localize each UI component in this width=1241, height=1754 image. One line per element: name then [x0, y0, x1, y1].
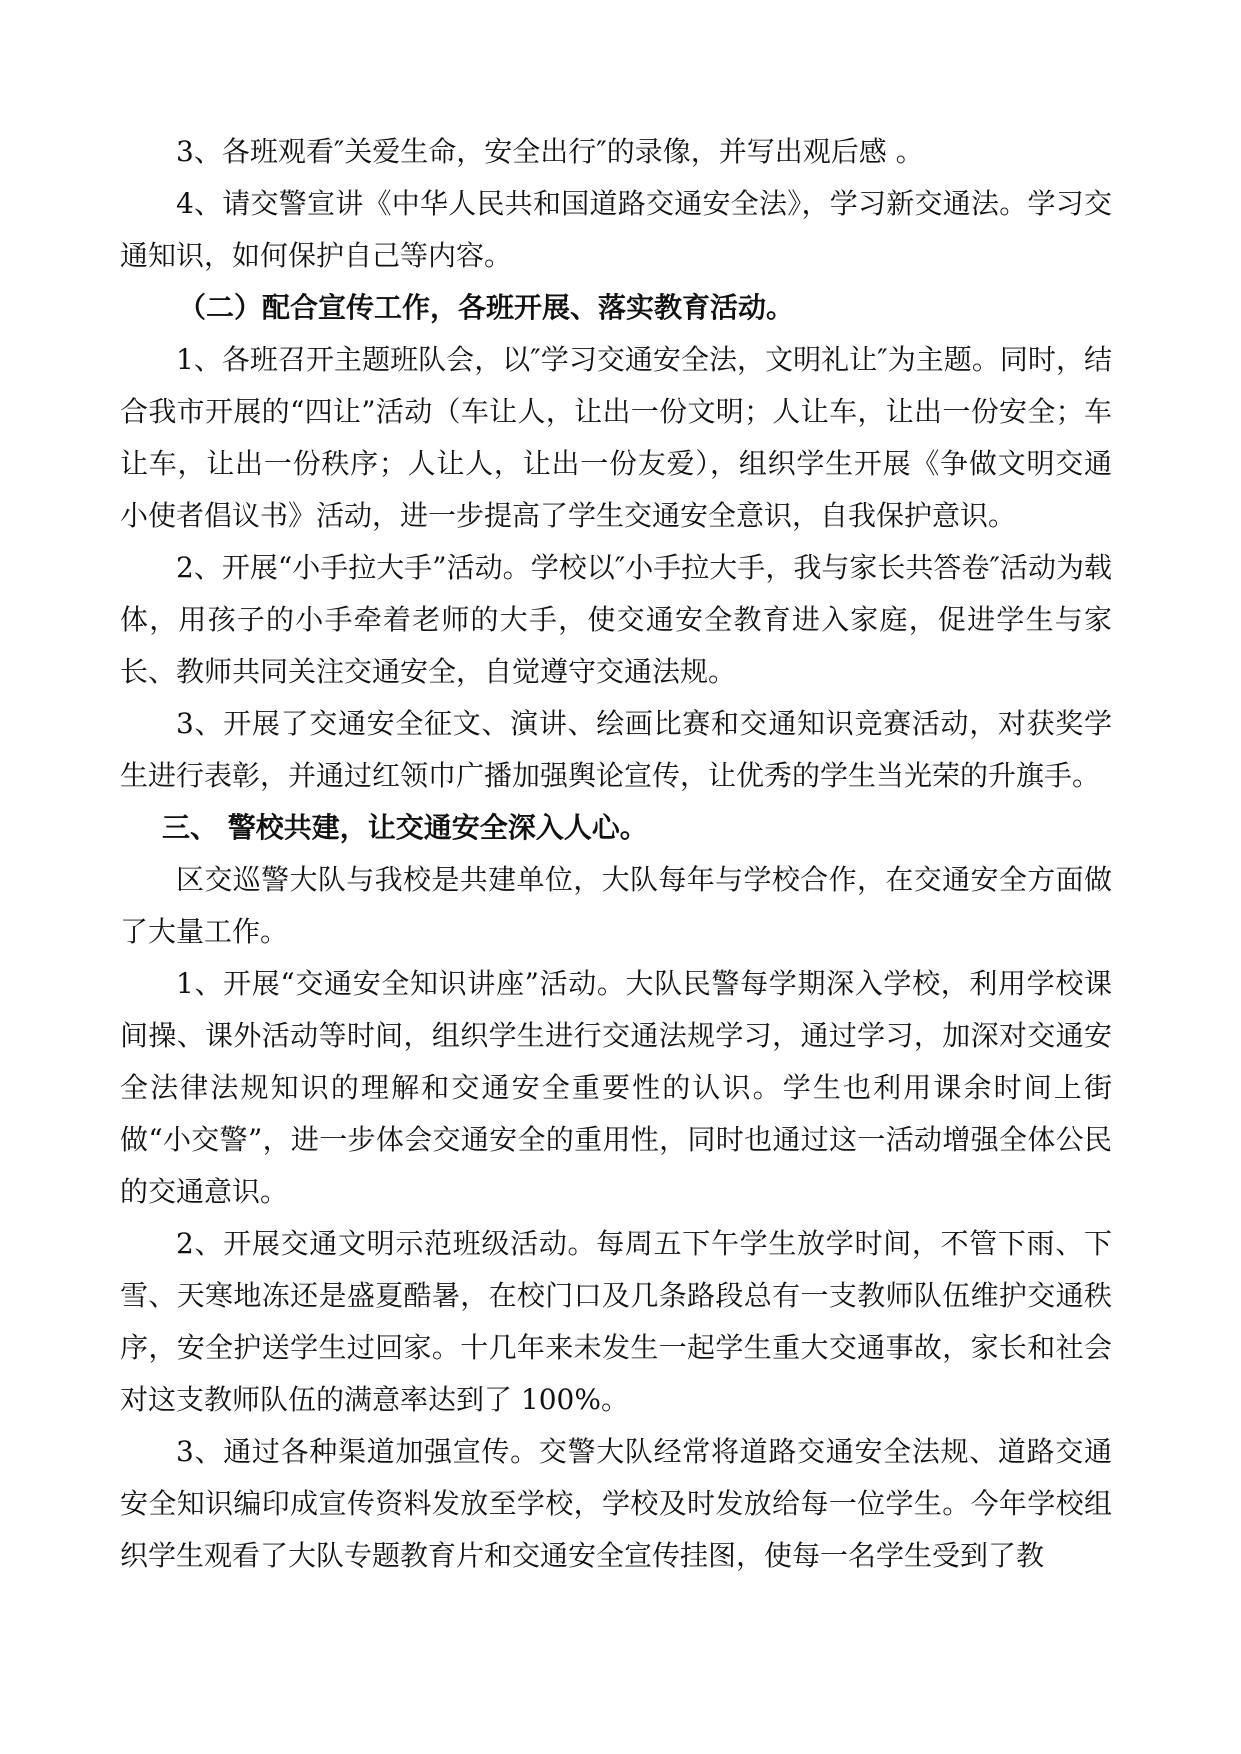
- paragraph-lectures: 1、开展“交通安全知识讲座”活动。大队民警每学期深入学校，利用学校课间操、课外活动等时间，组织学生进行交通法规学习，通过学习，加深对交通安全法律法规知识的理解和交通安全重要性的认识。学生也利用课余时间上街做“小交警”，进一步体会交通安全的重用性，同时也通过这一活动增强全体公民的交通意识。: [120, 967, 1112, 1208]
- paragraph-cooperation-intro: 区交巡警大队与我校是共建单位，大队每年与学校合作，在交通安全方面做了大量工作。: [120, 863, 1112, 948]
- paragraph-publicity: 3、通过各种渠道加强宣传。交警大队经常将道路交通安全法规、道路交通安全知识编印成宣传资料发放至学校，学校及时发放给每一位学生。今年学校组织学生观看了大队专题教育片和交通安全宣传挂图，使每一名学生受到了教: [120, 1435, 1112, 1572]
- paragraph-competitions: 3、开展了交通安全征文、演讲、绘画比赛和交通知识竞赛活动，对获奖学生进行表彰，并通过红领巾广播加强舆论宣传，让优秀的学生当光荣的升旗手。: [120, 707, 1112, 792]
- paragraph-item-4: 4、请交警宣讲《中华人民共和国道路交通安全法》，学习新交通法。学习交通知识，如何保护自己等内容。: [120, 187, 1112, 272]
- paragraph-item-3: 3、各班观看″关爱生命，安全出行″的录像，并写出观后感 。: [176, 135, 924, 168]
- section-heading-2: （二）配合宣传工作，各班开展、落实教育活动。: [178, 291, 795, 324]
- paragraph-class-meeting: 1、各班召开主题班队会，以″学习交通安全法，文明礼让″为主题。同时，结合我市开展的“四让”活动（车让人，让出一份文明；人让车，让出一份安全；车让车，让出一份秩序；人让人，让出一份友爱），组织学生开展《争做文明交通小使者倡议书》活动，进一步提高了学生交通安全意识，自我保护意识。: [120, 343, 1112, 532]
- paragraph-small-hands: 2、开展“小手拉大手”活动。学校以″小手拉大手，我与家长共答卷″活动为载体，用孩子的小手牵着老师的大手，使交通安全教育进入家庭，促进学生与家长、教师共同关注交通安全，自觉遵守交通法规。: [120, 551, 1112, 688]
- document-body: [120, 126, 1112, 1582]
- paragraph-model-class: 2、开展交通文明示范班级活动。每周五下午学生放学时间，不管下雨、下雪、天寒地冻还是盛夏酷暑，在校门口及几条路段总有一支教师队伍维护交通秩序，安全护送学生过回家。十几年来未发生一起学生重大交通事故，家长和社会对这支教师队伍的满意率达到了 100%。: [120, 1227, 1112, 1416]
- section-heading-3: 三、 警校共建，让交通安全深入人心。: [162, 811, 648, 844]
